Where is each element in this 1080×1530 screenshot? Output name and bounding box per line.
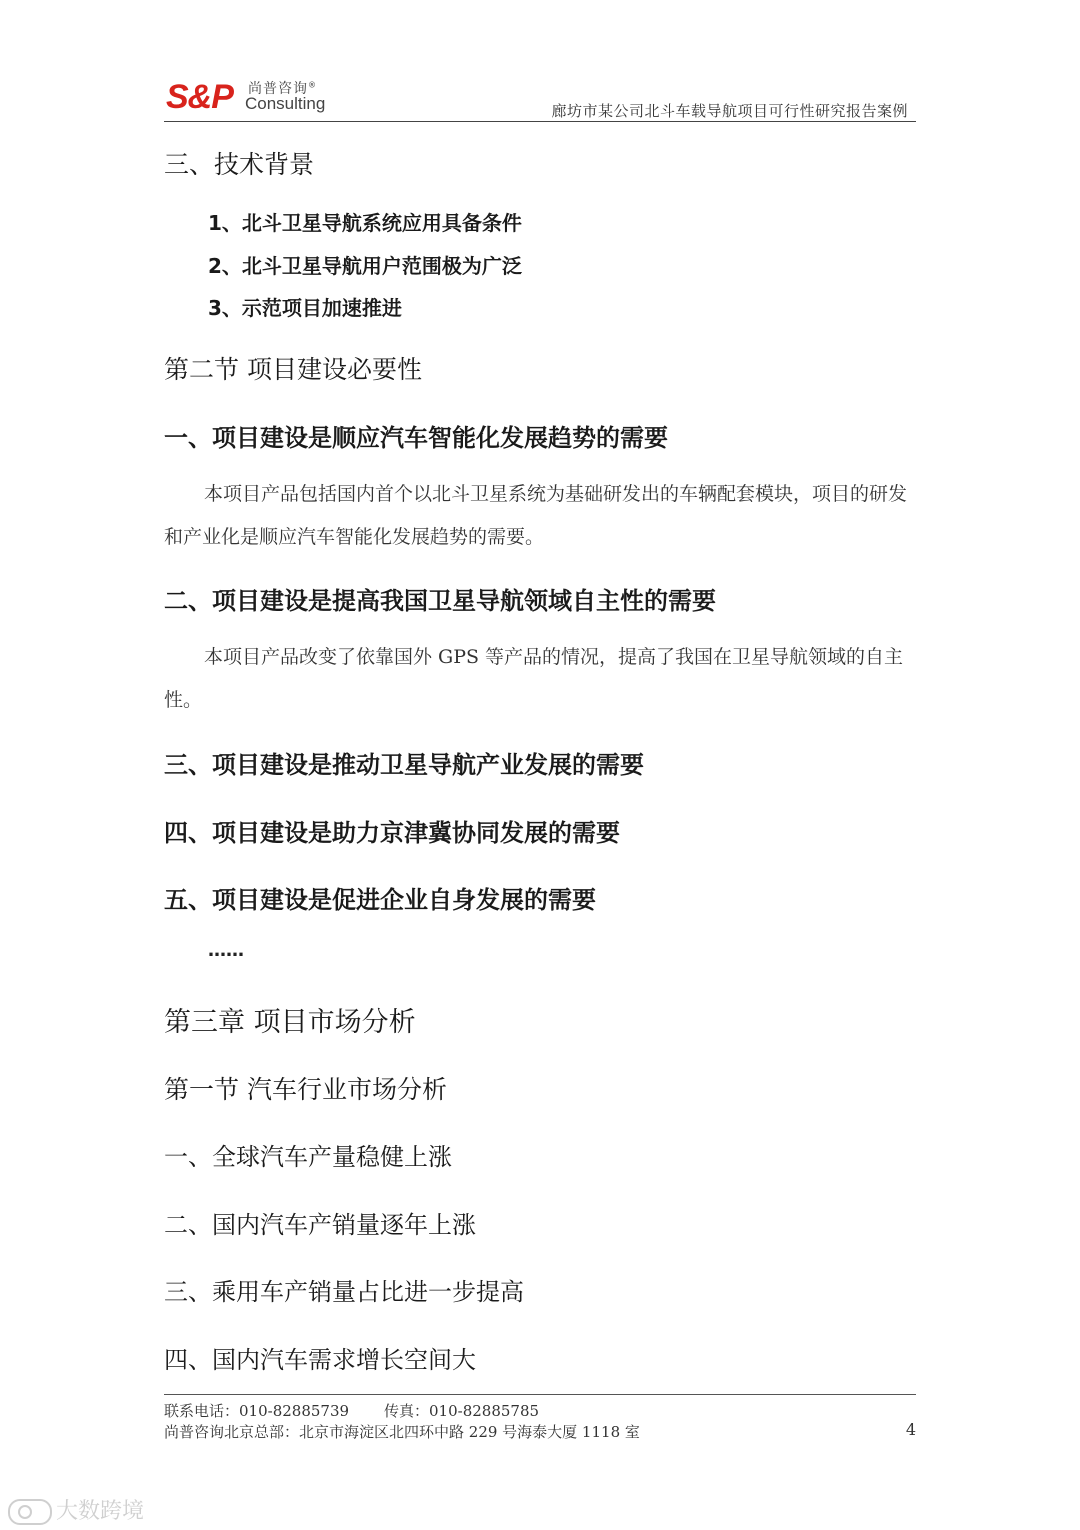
subsection-heading: 五、项目建设是促进企业自身发展的需要 <box>164 886 596 914</box>
footer-phone: 联系电话：010-82885739 <box>164 1402 350 1420</box>
subsection-heading: 三、乘用车产销量占比进一步提高 <box>164 1278 524 1306</box>
watermark-text: 大数跨境 <box>56 1499 145 1524</box>
logo-english-name: Consulting <box>245 94 326 113</box>
ellipsis: …… <box>208 940 244 961</box>
list-item: 2、北斗卫星导航用户范围极为广泛 <box>208 254 522 278</box>
subsection-heading: 一、全球汽车产量稳健上涨 <box>164 1143 452 1171</box>
subsection-heading: 二、项目建设是提高我国卫星导航领域自主性的需要 <box>164 587 716 615</box>
paragraph: 本项目产品改变了依靠国外 GPS 等产品的情况，提高了我国在卫星导航领域的自主性。 <box>164 646 904 711</box>
section-heading-tech-background: 三、技术背景 <box>164 150 315 179</box>
header-title: 廊坊市某公司北斗车载导航项目可行性研究报告案例 <box>551 102 908 120</box>
subsection-heading: 二、国内汽车产销量逐年上涨 <box>164 1211 476 1239</box>
list-item: 1、北斗卫星导航系统应用具备条件 <box>208 211 522 235</box>
subsection-heading: 三、项目建设是推动卫星导航产业发展的需要 <box>164 751 644 779</box>
subsection-heading: 一、项目建设是顺应汽车智能化发展趋势的需要 <box>164 424 668 452</box>
list-item: 3、示范项目加速推进 <box>208 296 402 320</box>
subsection-heading: 四、项目建设是助力京津冀协同发展的需要 <box>164 819 620 847</box>
logo-mark: S&P <box>166 78 233 116</box>
node-heading-auto-market: 第一节 汽车行业市场分析 <box>164 1075 447 1104</box>
watermark <box>8 1494 144 1525</box>
footer-address: 尚普咨询北京总部：北京市海淀区北四环中路 229 号海泰大厦 1118 室 <box>164 1423 640 1441</box>
chapter-heading-market-analysis: 第三章 项目市场分析 <box>164 1007 416 1038</box>
page-number: 4 <box>905 1420 916 1439</box>
footer-divider <box>164 1394 916 1395</box>
logo-chinese-name: 尚普咨询® <box>248 80 317 97</box>
node-heading-necessity: 第二节 项目建设必要性 <box>164 355 422 384</box>
footer-fax: 传真：010-82885785 <box>384 1402 540 1420</box>
paragraph: 本项目产品包括国内首个以北斗卫星系统为基础研发出的车辆配套模块，项目的研发和产业化是顺应汽车智能化发展趋势的需要。 <box>164 483 908 548</box>
header-divider <box>164 121 916 122</box>
subsection-heading: 四、国内汽车需求增长空间大 <box>164 1346 476 1374</box>
watermark-logo-icon <box>8 1499 52 1525</box>
